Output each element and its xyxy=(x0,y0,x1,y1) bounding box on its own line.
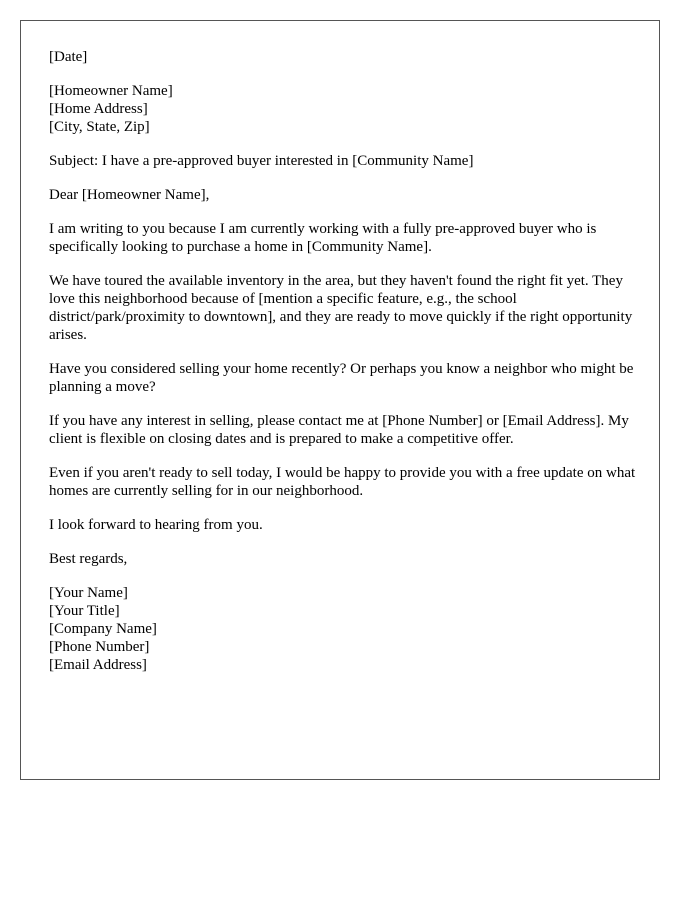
letter-paragraph-1: I am writing to you because I am currently working with a fully pre-approved buyer who is specifically looking to purchase a home in [Community Name]. xyxy=(49,221,597,255)
signature-name: [Your Name] xyxy=(49,585,128,601)
signature-title: [Your Title] xyxy=(49,603,120,619)
letter-paragraph-4: If you have any interest in selling, please contact me at [Phone Number] or [Email Address]. My client is flexible on closing dates and is prepared to make a competitive offer. xyxy=(49,413,629,447)
letter-salutation: Dear [Homeowner Name], xyxy=(49,187,210,203)
recipient-block xyxy=(49,82,641,136)
letter-body xyxy=(49,48,641,690)
letter-subject: Subject: I have a pre-approved buyer interested in [Community Name] xyxy=(49,153,474,169)
recipient-city-state-zip: [City, State, Zip] xyxy=(49,119,150,135)
letter-paragraph-5: Even if you aren't ready to sell today, I would be happy to provide you with a free update on what homes are currently selling for in our neighborhood. xyxy=(49,465,636,499)
signature-company: [Company Name] xyxy=(49,621,157,637)
recipient-address: [Home Address] xyxy=(49,101,148,117)
recipient-name: [Homeowner Name] xyxy=(49,83,173,99)
letter-date: [Date] xyxy=(49,49,88,65)
letter-closing: Best regards, xyxy=(49,551,128,567)
signature-phone: [Phone Number] xyxy=(49,639,150,655)
letter-paragraph-6: I look forward to hearing from you. xyxy=(49,517,263,533)
signature-block xyxy=(49,584,641,674)
signature-email: [Email Address] xyxy=(49,657,147,673)
letter-paragraph-3: Have you considered selling your home recently? Or perhaps you know a neighbor who might be planning a move? xyxy=(49,361,634,395)
letter-paragraph-2: We have toured the available inventory in the area, but they haven't found the right fit yet. They love this neighborhood because of [mention a specific feature, e.g., the school district/park/proximity to downtown], and they are ready to move quickly if the right opportunity arises. xyxy=(49,273,633,343)
letter-page xyxy=(20,20,660,780)
